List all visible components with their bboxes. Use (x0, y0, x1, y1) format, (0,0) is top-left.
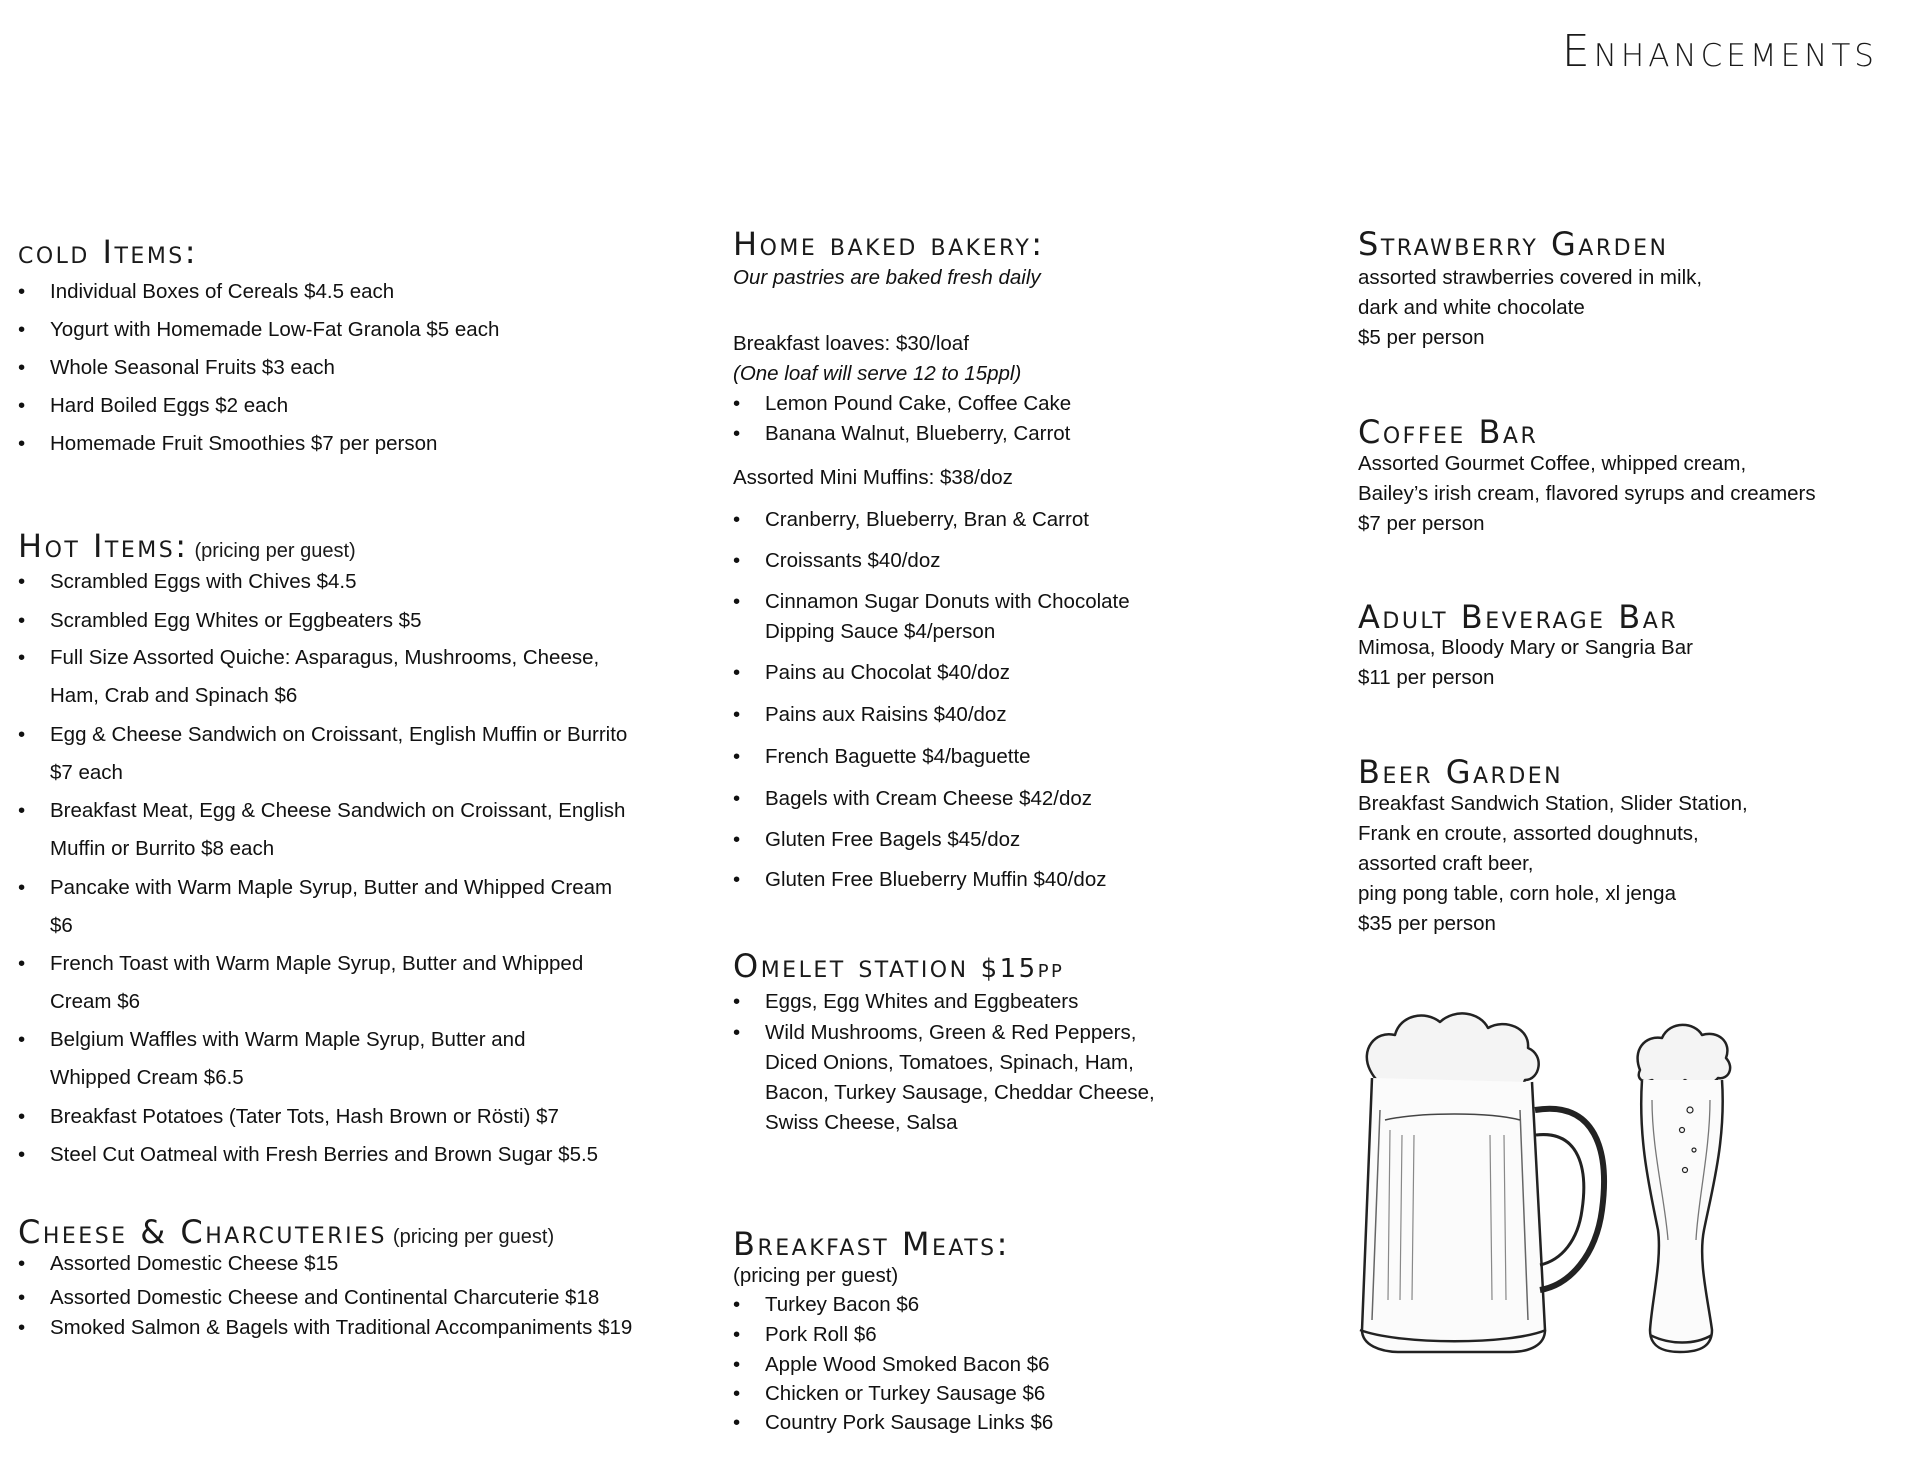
strawberry-heading: Strawberry Garden (1358, 225, 1669, 263)
cold-items-heading: cold Items: (18, 233, 199, 271)
hot-text: Breakfast Meat, Egg & Cheese Sandwich on Croissant, English (50, 799, 626, 822)
beer-heading: Beer Garden (1358, 753, 1564, 791)
cold-text: Hard Boiled Eggs $2 each (50, 394, 289, 417)
strawberry-line: assorted strawberries covered in milk, (1358, 266, 1703, 289)
meats-text: Apple Wood Smoked Bacon $6 (765, 1353, 1050, 1376)
hot-text-cont: Ham, Crab and Spinach $6 (50, 684, 298, 707)
hot-text: Scrambled Eggs with Chives $4.5 (50, 570, 357, 593)
cheese-text: Smoked Salmon & Bagels with Traditional Accompaniments $19 (50, 1316, 633, 1339)
strawberry-line: $5 per person (1358, 326, 1485, 349)
cheese-text: Assorted Domestic Cheese and Continental Charcuterie $18 (50, 1286, 600, 1309)
omelet-text: Swiss Cheese, Salsa (765, 1111, 958, 1134)
hot-text: Full Size Assorted Quiche: Asparagus, Mushrooms, Cheese, (50, 646, 600, 669)
beer-line: ping pong table, corn hole, xl jenga (1358, 882, 1676, 905)
bakery-text: Gluten Free Blueberry Muffin $40/doz (765, 868, 1107, 891)
hot-text: Breakfast Potatoes (Tater Tots, Hash Brown or Rösti) $7 (50, 1105, 559, 1128)
meats-text: Turkey Bacon $6 (765, 1293, 920, 1316)
bullet-dot: • (18, 1143, 26, 1166)
bakery-text: Pains au Chocolat $40/doz (765, 661, 1011, 684)
bullet-dot: • (18, 1316, 26, 1339)
cheese-heading (18, 1213, 555, 1251)
omelet-text: Eggs, Egg Whites and Eggbeaters (765, 990, 1079, 1013)
hot-items-note: (pricing per guest) (194, 540, 356, 562)
bakery-heading: Home baked bakery: (733, 225, 1045, 263)
bullet-dot: • (733, 508, 741, 531)
coffee-line: $7 per person (1358, 512, 1485, 535)
omelet-text: Wild Mushrooms, Green & Red Peppers, (765, 1021, 1137, 1044)
bakery-text: Gluten Free Bagels $45/doz (765, 828, 1021, 851)
bullet-dot: • (18, 1105, 26, 1128)
bullet-dot: • (18, 318, 26, 341)
cold-text: Homemade Fruit Smoothies $7 per person (50, 432, 438, 455)
cold-text: Individual Boxes of Cereals $4.5 each (50, 280, 395, 303)
bullet-dot: • (733, 422, 741, 445)
bakery-text: Croissants $40/doz (765, 549, 941, 572)
loaves-line: Breakfast loaves: $30/loaf (733, 332, 969, 355)
bullet-dot: • (733, 392, 741, 415)
bullet-dot: • (18, 876, 26, 899)
bakery-subtitle: Our pastries are baked fresh daily (733, 266, 1041, 289)
meats-text: Chicken or Turkey Sausage $6 (765, 1382, 1046, 1405)
hot-text: Belgium Waffles with Warm Maple Syrup, Butter and (50, 1028, 526, 1051)
beer-line: Frank en croute, assorted doughnuts, (1358, 822, 1699, 845)
page-title: Enhancements (1561, 26, 1878, 77)
loaves-note: (One loaf will serve 12 to 15ppl) (733, 362, 1022, 385)
cheese-note: (pricing per guest) (392, 1226, 555, 1248)
bullet-dot: • (733, 1021, 741, 1044)
cheese-title: Cheese & Charcuteries (18, 1213, 387, 1251)
bullet-dot: • (18, 394, 26, 417)
strawberry-line: dark and white chocolate (1358, 296, 1585, 319)
bullet-dot: • (733, 661, 741, 684)
cold-text: Yogurt with Homemade Low-Fat Granola $5 each (50, 318, 500, 341)
loaves-text: Lemon Pound Cake, Coffee Cake (765, 392, 1072, 415)
omelet-title: Omelet station (733, 947, 969, 985)
bullet-dot: • (733, 1353, 741, 1376)
adult-line: $11 per person (1358, 666, 1495, 689)
bakery-text: Cranberry, Blueberry, Bran & Carrot (765, 508, 1089, 531)
meats-note: (pricing per guest) (733, 1264, 899, 1287)
loaves-text: Banana Walnut, Blueberry, Carrot (765, 422, 1071, 445)
meats-text: Country Pork Sausage Links $6 (765, 1411, 1054, 1434)
bullet-dot: • (18, 432, 26, 455)
bullet-dot: • (18, 1286, 26, 1309)
cold-text: Whole Seasonal Fruits $3 each (50, 356, 335, 379)
bullet-dot: • (733, 745, 741, 768)
coffee-line: Assorted Gourmet Coffee, whipped cream, (1358, 452, 1747, 475)
bullet-dot: • (733, 590, 741, 613)
omelet-text: Diced Onions, Tomatoes, Spinach, Ham, (765, 1051, 1134, 1074)
bullet-dot: • (733, 787, 741, 810)
hot-text: French Toast with Warm Maple Syrup, Butter and Whipped (50, 952, 584, 975)
hot-text: Egg & Cheese Sandwich on Croissant, English Muffin or Burrito (50, 723, 628, 746)
beer-line: Breakfast Sandwich Station, Slider Station, (1358, 792, 1748, 815)
beer-line: $35 per person (1358, 912, 1496, 935)
bullet-dot: • (733, 549, 741, 572)
bullet-dot: • (18, 356, 26, 379)
bakery-text: French Baguette $4/baguette (765, 745, 1031, 768)
muffins-line: Assorted Mini Muffins: $38/doz (733, 466, 1013, 489)
bullet-dot: • (18, 280, 26, 303)
bullet-dot: • (733, 1293, 741, 1316)
bullet-dot: • (733, 828, 741, 851)
bakery-text-cont: Dipping Sauce $4/person (765, 620, 996, 643)
hot-text-cont: Whipped Cream $6.5 (50, 1066, 244, 1089)
bullet-dot: • (733, 1411, 741, 1434)
bakery-text: Bagels with Cream Cheese $42/doz (765, 787, 1093, 810)
bullet-dot: • (18, 723, 26, 746)
hot-text-cont: $7 each (50, 761, 123, 784)
adult-line: Mimosa, Bloody Mary or Sangria Bar (1358, 636, 1693, 659)
coffee-heading: Coffee Bar (1358, 413, 1539, 451)
bakery-text: Cinnamon Sugar Donuts with Chocolate (765, 590, 1130, 613)
hot-text-cont: Cream $6 (50, 990, 141, 1013)
bullet-dot: • (18, 609, 26, 632)
adult-heading: Adult Beverage Bar (1358, 598, 1679, 636)
omelet-heading (733, 947, 1065, 985)
beer-line: assorted craft beer, (1358, 852, 1534, 875)
hot-text: Steel Cut Oatmeal with Fresh Berries and Brown Sugar $5.5 (50, 1143, 599, 1166)
hot-text: Pancake with Warm Maple Syrup, Butter and Whipped Cream (50, 876, 613, 899)
hot-items-title: Hot Items: (18, 527, 189, 565)
cheese-text: Assorted Domestic Cheese $15 (50, 1252, 339, 1275)
bullet-dot: • (733, 990, 741, 1013)
hot-text-cont: Muffin or Burrito $8 each (50, 837, 275, 860)
bullet-dot: • (18, 799, 26, 822)
omelet-price: $15pp (980, 954, 1065, 984)
hot-items-heading (18, 527, 356, 565)
coffee-line: Bailey’s irish cream, flavored syrups and creamers (1358, 482, 1816, 505)
bullet-dot: • (18, 570, 26, 593)
beer-mug-and-glass-icon (1340, 1000, 1800, 1370)
bullet-dot: • (18, 952, 26, 975)
bakery-text: Pains aux Raisins $40/doz (765, 703, 1007, 726)
hot-text: Scrambled Egg Whites or Eggbeaters $5 (50, 609, 422, 632)
omelet-text: Bacon, Turkey Sausage, Cheddar Cheese, (765, 1081, 1155, 1104)
bullet-dot: • (18, 646, 26, 669)
bullet-dot: • (18, 1028, 26, 1051)
bullet-dot: • (18, 1252, 26, 1275)
bullet-dot: • (733, 1382, 741, 1405)
meats-text: Pork Roll $6 (765, 1323, 877, 1346)
hot-text-cont: $6 (50, 914, 73, 937)
bullet-dot: • (733, 868, 741, 891)
bullet-dot: • (733, 703, 741, 726)
bullet-dot: • (733, 1323, 741, 1346)
meats-heading: Breakfast Meats: (733, 1225, 1010, 1263)
